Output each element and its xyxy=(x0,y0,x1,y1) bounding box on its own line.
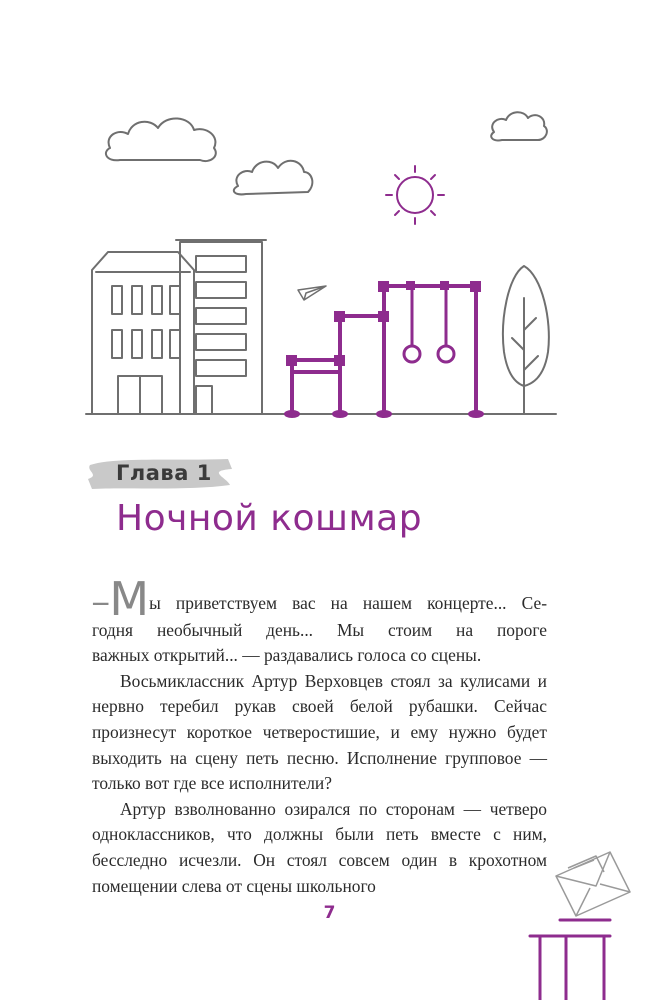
first-para-line-3: важных открытий... — раздавались голоса со сцены. xyxy=(92,645,482,666)
paper-plane-icon xyxy=(298,286,326,300)
envelope-icon xyxy=(556,852,630,916)
playground-bars-icon xyxy=(292,286,476,414)
cloud-icon xyxy=(491,112,547,140)
buildings-icon xyxy=(92,240,266,414)
chapter-title: Ночной кошмар xyxy=(116,498,423,539)
paragraph: Восьмиклассник Артур Верховцев стоял за кулисами и нервно теребил рукав своей белой рубашки. Сейчас произнесут короткое четверостишие, и ему нужно будет выходить на сцену петь песню. Исполнение групповое — только вот где все исполнители? xyxy=(92,670,547,794)
bars-icon xyxy=(530,920,610,1000)
dialogue-dash: — xyxy=(92,594,110,614)
drop-cap: М xyxy=(109,572,150,626)
body-text xyxy=(92,572,547,899)
first-line-text: ы приветствуем вас на нашем концерте... Се- xyxy=(149,593,547,613)
cloud-icon xyxy=(234,161,313,195)
tree-icon xyxy=(503,266,549,414)
chapter-illustration xyxy=(0,0,659,430)
paragraph: Артур взволнованно озирался по сторонам — четверо одноклассников, что должны были петь вместе с ним, бесследно исчезли. Он стоял совсем один в крохотном помещении слева от сцены школьного xyxy=(92,798,547,896)
sun-icon xyxy=(386,166,444,224)
page-number: 7 xyxy=(323,903,336,923)
cloud-icon xyxy=(106,118,216,161)
first-line xyxy=(92,572,547,626)
first-para-line-2: годня необычный день... Мы стоим на пороге xyxy=(92,619,547,640)
chapter-label: Глава 1 xyxy=(116,461,212,485)
gymnastic-rings-icon xyxy=(404,290,454,362)
corner-illustration xyxy=(500,838,659,1000)
